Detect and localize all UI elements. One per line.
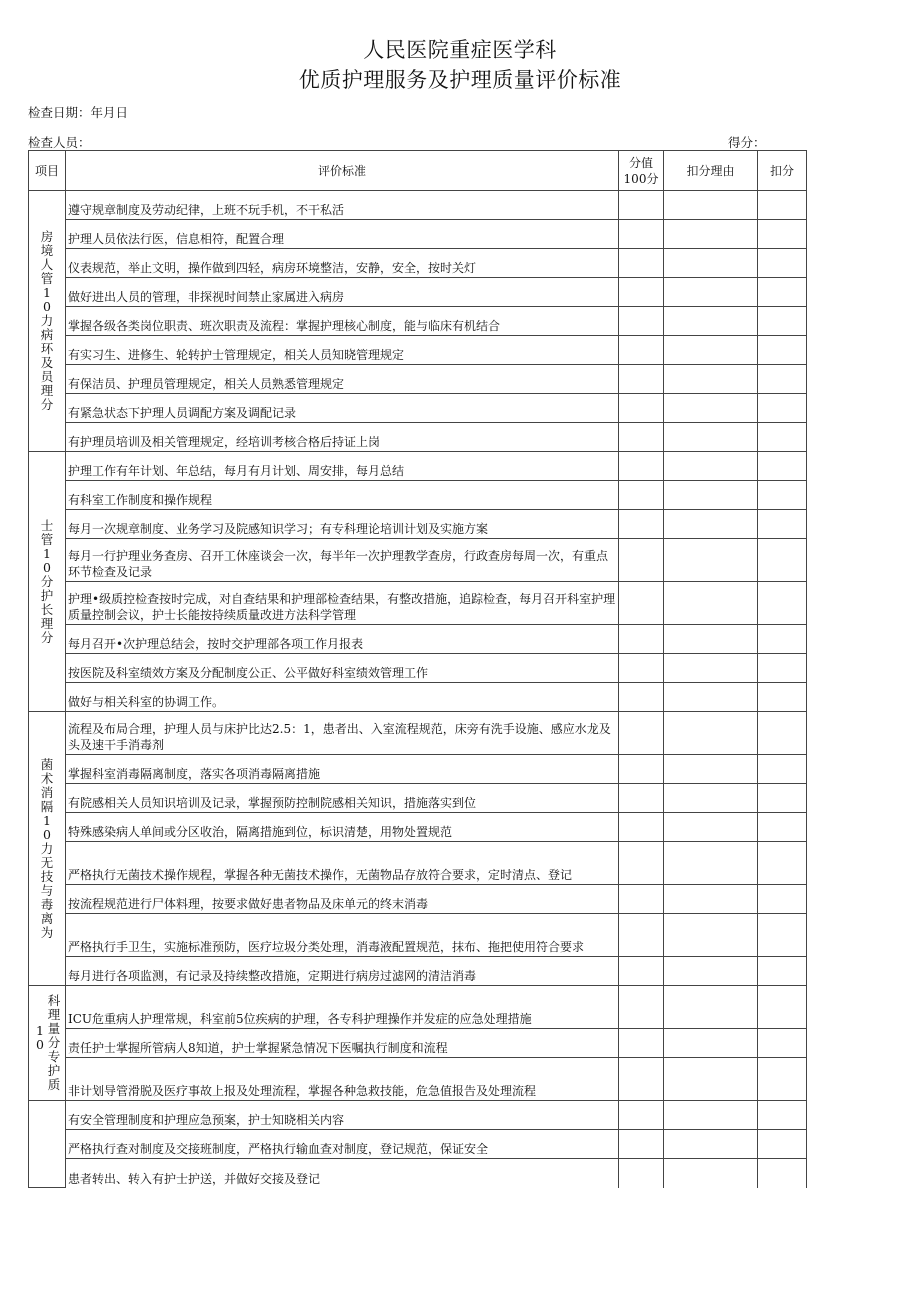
- table-row: [29, 1058, 807, 1101]
- criteria-cell: 严格执行查对制度及交接班制度，严格执行输血查对制度，登记规范，保证安全: [66, 1130, 619, 1159]
- score-cell[interactable]: [619, 1130, 664, 1159]
- criteria-cell: 护理工作有年计划、年总结，每月有月计划、周安排，每月总结: [66, 452, 619, 481]
- deduct-cell[interactable]: [758, 813, 807, 842]
- table-row: [29, 986, 807, 1029]
- score-cell[interactable]: [619, 452, 664, 481]
- criteria-cell: 患者转出、转入有护士护送，并做好交接及登记: [66, 1159, 619, 1188]
- score-cell[interactable]: [619, 625, 664, 654]
- criteria-cell: 护理•级质控检查按时完成，对自查结果和护理部检查结果，有整改措施，追踪检查，每月召开科室护理质量控制会议，护士长能按持续质量改进方法科学管理: [66, 582, 619, 625]
- criteria-cell: 有紧急状态下护理人员调配方案及调配记录: [66, 394, 619, 423]
- deduct-cell[interactable]: [758, 755, 807, 784]
- deduct-cell[interactable]: [758, 220, 807, 249]
- header-reason: 扣分理由: [664, 151, 758, 191]
- deduct-cell[interactable]: [758, 957, 807, 986]
- table-header-row: [29, 151, 807, 191]
- reason-cell[interactable]: [664, 365, 758, 394]
- project-label: 士管10分护长理分: [40, 517, 54, 645]
- deduct-cell[interactable]: [758, 914, 807, 957]
- deduct-cell[interactable]: [758, 510, 807, 539]
- criteria-cell: 有护理员培训及相关管理规定，经培训考核合格后持证上岗: [66, 423, 619, 452]
- table-row: [29, 307, 807, 336]
- deduct-cell[interactable]: [758, 885, 807, 914]
- table-row: [29, 914, 807, 957]
- reason-cell[interactable]: [664, 1130, 758, 1159]
- project-cell-safety-management: [29, 1101, 66, 1188]
- score-cell[interactable]: [619, 278, 664, 307]
- reason-cell[interactable]: [664, 1029, 758, 1058]
- table-body: [29, 191, 807, 1188]
- criteria-cell: 做好进出人员的管理，非探视时间禁止家属进入病房: [66, 278, 619, 307]
- criteria-cell: 按医院及科室绩效方案及分配制度公正、公平做好科室绩效管理工作: [66, 654, 619, 683]
- table-row: [29, 510, 807, 539]
- criteria-cell: 有安全管理制度和护理应急预案，护士知晓相关内容: [66, 1101, 619, 1130]
- document-title: 人民医院重症医学科: [363, 38, 557, 62]
- score-cell[interactable]: [619, 423, 664, 452]
- reason-cell[interactable]: [664, 220, 758, 249]
- score-cell[interactable]: [619, 220, 664, 249]
- reason-cell[interactable]: [664, 510, 758, 539]
- criteria-cell: 严格执行无菌技术操作规程，掌握各种无菌技术操作，无菌物品存放符合要求，定时清点、登记: [66, 842, 619, 885]
- table-row: [29, 1130, 807, 1159]
- criteria-cell: 有实习生、进修生、轮转护士管理规定，相关人员知晓管理规定: [66, 336, 619, 365]
- reason-cell[interactable]: [664, 842, 758, 885]
- deduct-cell[interactable]: [758, 1101, 807, 1130]
- total-score-label: 得分：: [728, 135, 766, 150]
- evaluation-table: [28, 150, 807, 1188]
- criteria-cell: 严格执行手卫生，实施标准预防，医疗垃圾分类处理，消毒液配置规范，抹布、拖把使用符合要求: [66, 914, 619, 957]
- score-cell[interactable]: [619, 813, 664, 842]
- deduct-cell[interactable]: [758, 365, 807, 394]
- score-cell[interactable]: [619, 842, 664, 885]
- header-criteria: 评价标准: [66, 151, 619, 191]
- reason-cell[interactable]: [664, 784, 758, 813]
- deduct-cell[interactable]: [758, 1130, 807, 1159]
- criteria-cell: 仪表规范，举止文明，操作做到四轻，病房环境整洁，安静，安全，按时关灯: [66, 249, 619, 278]
- score-cell[interactable]: [619, 1159, 664, 1188]
- header-score: 分值100分: [619, 151, 664, 191]
- deduct-cell[interactable]: [758, 784, 807, 813]
- table-row: [29, 885, 807, 914]
- table-row: [29, 452, 807, 481]
- header-project: 项目: [29, 151, 66, 191]
- table-row: [29, 394, 807, 423]
- reason-cell[interactable]: [664, 1058, 758, 1101]
- table-row: [29, 336, 807, 365]
- table-row: [29, 625, 807, 654]
- criteria-cell: 责任护士掌握所管病人8知道，护士掌握紧急情况下医嘱执行制度和流程: [66, 1029, 619, 1058]
- project-label-part: 科理量分专护质: [47, 993, 61, 1092]
- reason-cell[interactable]: [664, 307, 758, 336]
- deduct-cell[interactable]: [758, 278, 807, 307]
- table-row: [29, 1029, 807, 1058]
- project-cell-head-nurse-management: [29, 452, 66, 712]
- score-cell[interactable]: [619, 481, 664, 510]
- document-subtitle: 优质护理服务及护理质量评价标准: [298, 68, 622, 92]
- inspector-label: 检查人员：: [28, 135, 91, 150]
- score-cell[interactable]: [619, 914, 664, 957]
- score-cell[interactable]: [619, 191, 664, 220]
- criteria-cell: 按流程规范进行尸体料理，按要求做好患者物品及床单元的终末消毒: [66, 885, 619, 914]
- table-row: [29, 712, 807, 755]
- reason-cell[interactable]: [664, 1159, 758, 1188]
- deduct-cell[interactable]: [758, 625, 807, 654]
- reason-cell[interactable]: [664, 249, 758, 278]
- table-row: [29, 191, 807, 220]
- deduct-cell[interactable]: [758, 191, 807, 220]
- deduct-cell[interactable]: [758, 307, 807, 336]
- project-cell-environment-personnel: [29, 191, 66, 452]
- project-label: 房境人管10力病环及员理分: [40, 229, 54, 412]
- score-cell[interactable]: [619, 1029, 664, 1058]
- score-cell[interactable]: [619, 986, 664, 1029]
- criteria-cell: 每月召开•次护理总结会，按时交护理部各项工作月报表: [66, 625, 619, 654]
- deduct-cell[interactable]: [758, 1029, 807, 1058]
- criteria-cell: 有院感相关人员知识培训及记录，掌握预防控制院感相关知识，措施落实到位: [66, 784, 619, 813]
- table-row: [29, 249, 807, 278]
- deduct-cell[interactable]: [758, 842, 807, 885]
- project-label: [29, 994, 65, 1092]
- score-cell[interactable]: [619, 510, 664, 539]
- deduct-cell[interactable]: [758, 394, 807, 423]
- reason-cell[interactable]: [664, 712, 758, 755]
- score-cell[interactable]: [619, 365, 664, 394]
- table-row: [29, 813, 807, 842]
- deduct-cell[interactable]: [758, 986, 807, 1029]
- reason-cell[interactable]: [664, 986, 758, 1029]
- criteria-cell: 每月一次规章制度、业务学习及院感知识学习；有专科理论培训计划及实施方案: [66, 510, 619, 539]
- criteria-cell: 非计划导管滑脱及医疗事故上报及处理流程，掌握各种急救技能，危急值报告及处理流程: [66, 1058, 619, 1101]
- deduct-cell[interactable]: [758, 1159, 807, 1188]
- reason-cell[interactable]: [664, 683, 758, 712]
- reason-cell[interactable]: [664, 582, 758, 625]
- project-cell-aseptic-disinfection: [29, 712, 66, 986]
- criteria-cell: 做好与相关科室的协调工作。: [66, 683, 619, 712]
- criteria-cell: 遵守规章制度及劳动纪律，上班不玩手机，不干私活: [66, 191, 619, 220]
- criteria-cell: 掌握科室消毒隔离制度，落实各项消毒隔离措施: [66, 755, 619, 784]
- table-row: [29, 423, 807, 452]
- table-row: [29, 755, 807, 784]
- score-cell[interactable]: [619, 394, 664, 423]
- score-cell[interactable]: [619, 654, 664, 683]
- score-cell[interactable]: [619, 755, 664, 784]
- deduct-cell[interactable]: [758, 712, 807, 755]
- score-cell[interactable]: [619, 249, 664, 278]
- deduct-cell[interactable]: [758, 423, 807, 452]
- table-row: [29, 539, 807, 582]
- criteria-cell: 每月一行护理业务查房、召开工休座谈会一次，每半年一次护理教学查房，行政查房每周一次，有重点环节检查及记录: [66, 539, 619, 582]
- reason-cell[interactable]: [664, 755, 758, 784]
- reason-cell[interactable]: [664, 191, 758, 220]
- deduct-cell[interactable]: [758, 683, 807, 712]
- inspection-date-label: 检查日期：年月日: [28, 105, 129, 120]
- reason-cell[interactable]: [664, 625, 758, 654]
- criteria-cell: 有保洁员、护理员管理规定，相关人员熟悉管理规定: [66, 365, 619, 394]
- reason-cell[interactable]: [664, 423, 758, 452]
- score-cell[interactable]: [619, 336, 664, 365]
- project-label-part: 10: [36, 1023, 44, 1052]
- criteria-cell: 有科室工作制度和操作规程: [66, 481, 619, 510]
- project-cell-specialty-nursing-quality: [29, 986, 66, 1101]
- deduct-cell[interactable]: [758, 481, 807, 510]
- score-cell[interactable]: [619, 582, 664, 625]
- reason-cell[interactable]: [664, 1101, 758, 1130]
- deduct-cell[interactable]: [758, 582, 807, 625]
- reason-cell[interactable]: [664, 452, 758, 481]
- score-cell[interactable]: [619, 539, 664, 582]
- reason-cell[interactable]: [664, 481, 758, 510]
- deduct-cell[interactable]: [758, 1058, 807, 1101]
- deduct-cell[interactable]: [758, 249, 807, 278]
- table-row: [29, 1101, 807, 1130]
- table-row: [29, 654, 807, 683]
- table-row: [29, 842, 807, 885]
- deduct-cell[interactable]: [758, 539, 807, 582]
- criteria-cell: 护理人员依法行医，信息相符，配置合理: [66, 220, 619, 249]
- deduct-cell[interactable]: [758, 452, 807, 481]
- reason-cell[interactable]: [664, 394, 758, 423]
- deduct-cell[interactable]: [758, 654, 807, 683]
- score-cell[interactable]: [619, 1101, 664, 1130]
- score-cell[interactable]: [619, 683, 664, 712]
- score-cell[interactable]: [619, 784, 664, 813]
- reason-cell[interactable]: [664, 885, 758, 914]
- criteria-cell: 每月进行各项监测，有记录及持续整改措施，定期进行病房过滤网的清洁消毒: [66, 957, 619, 986]
- table-row: [29, 1159, 807, 1188]
- table-row: [29, 957, 807, 986]
- table-row: [29, 784, 807, 813]
- table-row: [29, 683, 807, 712]
- criteria-cell: ICU危重病人护理常规，科室前5位疾病的护理，各专科护理操作并发症的应急处理措施: [66, 986, 619, 1029]
- table-row: [29, 220, 807, 249]
- score-cell[interactable]: [619, 885, 664, 914]
- table-row: [29, 582, 807, 625]
- reason-cell[interactable]: [664, 336, 758, 365]
- reason-cell[interactable]: [664, 654, 758, 683]
- reason-cell[interactable]: [664, 278, 758, 307]
- deduct-cell[interactable]: [758, 336, 807, 365]
- criteria-cell: 掌握各级各类岗位职责、班次职责及流程：掌握护理核心制度，能与临床有机结合: [66, 307, 619, 336]
- score-cell[interactable]: [619, 1058, 664, 1101]
- reason-cell[interactable]: [664, 957, 758, 986]
- reason-cell[interactable]: [664, 539, 758, 582]
- score-cell[interactable]: [619, 307, 664, 336]
- reason-cell[interactable]: [664, 813, 758, 842]
- table-row: [29, 481, 807, 510]
- score-cell[interactable]: [619, 712, 664, 755]
- table-row: [29, 365, 807, 394]
- project-label: 菌术消隔10力无技与毒离为: [40, 756, 54, 940]
- table-row: [29, 278, 807, 307]
- reason-cell[interactable]: [664, 914, 758, 957]
- criteria-cell: 流程及布局合理，护理人员与床护比达2.5：1，患者出、入室流程规范，床旁有洗手设施、感应水龙及头及速干手消毒剂: [66, 712, 619, 755]
- header-deduct: 扣分: [758, 151, 807, 191]
- criteria-cell: 特殊感染病人单间或分区收治，隔离措施到位，标识清楚，用物处置规范: [66, 813, 619, 842]
- score-cell[interactable]: [619, 957, 664, 986]
